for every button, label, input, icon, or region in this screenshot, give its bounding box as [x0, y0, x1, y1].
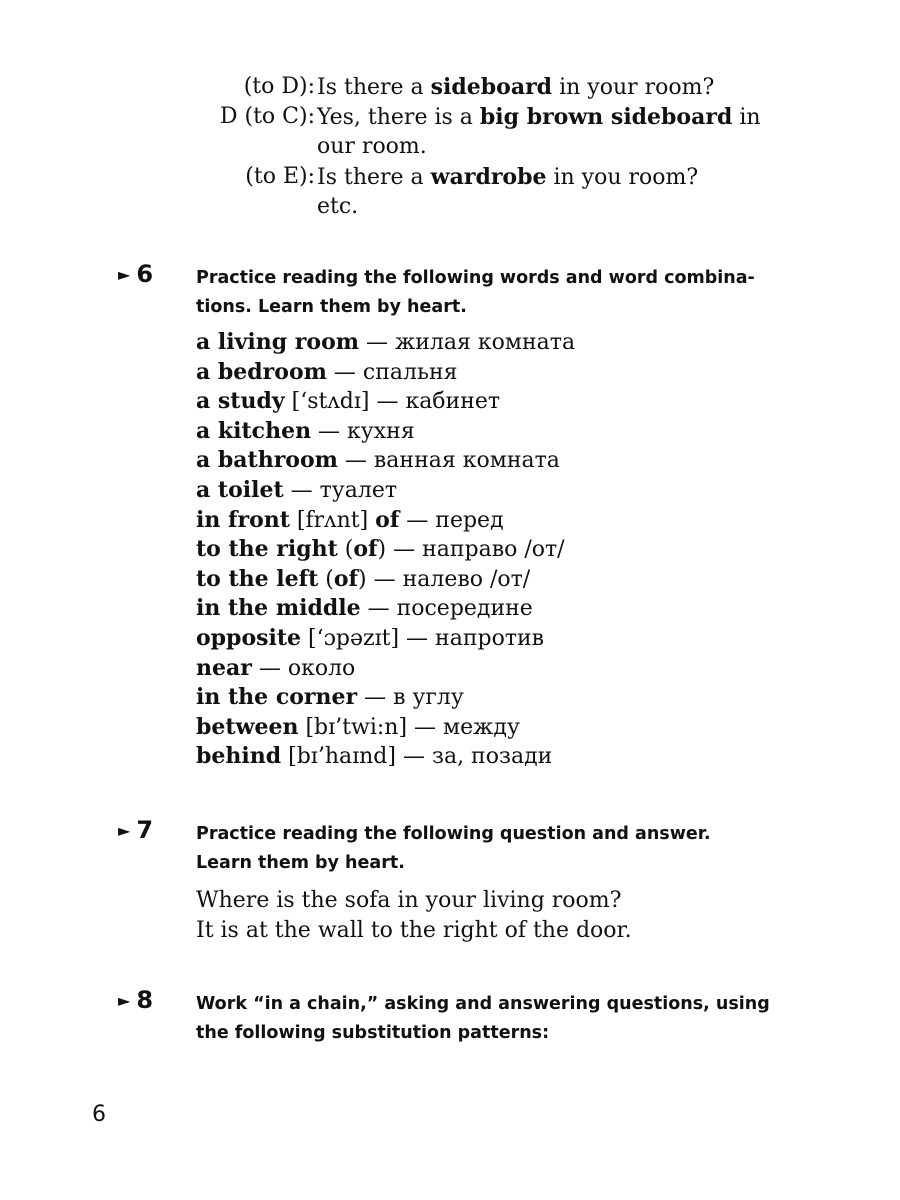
exercise-number [118, 260, 153, 288]
vocab-translation: — посередине [360, 596, 533, 622]
answer-line: It is at the wall to the right of the door. [196, 918, 632, 943]
vocab-term: a toilet [196, 476, 284, 503]
triangle-arrow-icon: ► [118, 991, 131, 1010]
instruction-line: Practice reading the following question and answer. [196, 824, 711, 844]
instruction-line: the following substitution patterns: [196, 1023, 550, 1043]
exercise-instruction [196, 990, 808, 1048]
vocab-item [196, 654, 575, 684]
vocab-translation: — кухня [311, 418, 415, 444]
dialogue-etc-line [0, 192, 900, 222]
vocab-translation: — жилая комната [359, 330, 576, 355]
vocab-translation: ) — направо /от/ [377, 537, 565, 563]
dialogue-continuation: our room. [317, 134, 427, 159]
vocab-item [196, 358, 575, 388]
vocab-transcription: [frʌnt] [289, 507, 376, 533]
vocab-translation: — в углу [357, 685, 464, 711]
vocab-item [196, 506, 575, 536]
vocab-term: in front [196, 506, 290, 533]
vocab-term: a living room [196, 329, 360, 355]
vocab-term-suffix: of [353, 536, 378, 563]
vocab-item [196, 713, 575, 743]
dialogue-line [0, 162, 900, 192]
vocab-item [196, 624, 575, 654]
vocab-paren-open: ( [337, 537, 354, 563]
triangle-arrow-icon: ► [118, 265, 131, 284]
vocab-term: behind [196, 743, 282, 770]
exercise-number [118, 986, 153, 1014]
vocab-translation: — туалет [283, 477, 398, 503]
question-answer [196, 886, 632, 946]
vocab-term-suffix: of [333, 565, 359, 592]
exercise-number-value: 8 [136, 986, 154, 1014]
dialogue-block [0, 72, 900, 222]
dialogue-text-bold: sideboard [430, 74, 553, 100]
dialogue-text-bold: wardrobe [430, 164, 547, 190]
vocab-term: a kitchen [196, 417, 312, 444]
exercise-number-value: 6 [136, 260, 154, 288]
triangle-arrow-icon: ► [118, 821, 131, 840]
vocab-translation: [bɪ’haɪnd] — за, позади [281, 744, 553, 770]
dialogue-line [0, 102, 900, 132]
dialogue-text-pre: Is there a [317, 75, 431, 100]
dialogue-text-post: in your room? [552, 75, 715, 100]
dialogue-speaker: D (to C): [219, 104, 315, 129]
vocab-term: to the left [196, 565, 319, 592]
instruction-line: tions. Learn them by heart. [196, 297, 467, 317]
dialogue-etc: etc. [317, 194, 359, 219]
vocab-translation: [bɪ’twi:n] — между [298, 714, 520, 740]
dialogue-line [0, 72, 900, 102]
exercise-number [118, 816, 153, 844]
vocab-term: between [196, 713, 299, 740]
vocab-item [196, 328, 575, 358]
vocab-term: in the middle [196, 595, 361, 622]
dialogue-line-continued [0, 132, 900, 162]
vocab-translation: ) — налево /от/ [358, 566, 531, 592]
vocab-term: a study [196, 388, 285, 415]
vocab-translation: [‘ɔpəzɪt] — напротив [301, 625, 545, 651]
dialogue-speaker: (to E): [245, 164, 315, 189]
vocab-translation: — спальня [326, 359, 458, 385]
exercise-instruction [196, 820, 808, 878]
vocab-item [196, 683, 575, 713]
vocab-item [196, 535, 575, 565]
dialogue-text-pre: Yes, there is a [317, 105, 480, 130]
exercise-number-value: 7 [136, 816, 154, 844]
vocab-translation: — ванная комната [337, 448, 560, 474]
question-line: Where is the sofa in your living room? [196, 888, 622, 913]
vocab-paren-open: ( [318, 566, 334, 592]
vocab-translation: — перед [399, 507, 504, 533]
page-number: 6 [92, 1102, 106, 1127]
vocab-term: opposite [196, 624, 302, 651]
instruction-line: Work “in a chain,” asking and answering questions, using [196, 994, 770, 1014]
vocab-term: in the corner [196, 684, 358, 711]
exercise-instruction [196, 264, 808, 322]
dialogue-text-bold: big brown sideboard [479, 104, 733, 130]
instruction-line: Learn them by heart. [196, 853, 405, 873]
instruction-line: Practice reading the following words and word combina- [196, 268, 755, 288]
vocab-term: a bathroom [196, 447, 338, 474]
vocab-item [196, 387, 575, 417]
vocab-term: a bedroom [196, 358, 327, 385]
dialogue-text-pre: Is there a [317, 165, 431, 190]
vocab-translation: [‘stʌdɪ] — кабинет [284, 389, 501, 415]
vocab-term: near [196, 654, 252, 681]
dialogue-text-post: in [732, 105, 761, 130]
dialogue-text-post: in you room? [546, 165, 699, 190]
dialogue-text [317, 72, 714, 103]
vocab-term: to the right [196, 536, 338, 563]
dialogue-text [317, 102, 761, 133]
vocab-translation: — около [251, 655, 356, 681]
vocab-item [196, 446, 575, 476]
vocab-item [196, 565, 575, 595]
vocab-term-suffix: of [375, 506, 400, 533]
dialogue-text [317, 162, 698, 193]
vocab-item [196, 417, 575, 447]
vocab-item [196, 742, 575, 772]
vocabulary-list [196, 328, 575, 772]
vocab-item [196, 476, 575, 506]
vocab-item [196, 594, 575, 624]
dialogue-speaker: (to D): [243, 74, 315, 99]
